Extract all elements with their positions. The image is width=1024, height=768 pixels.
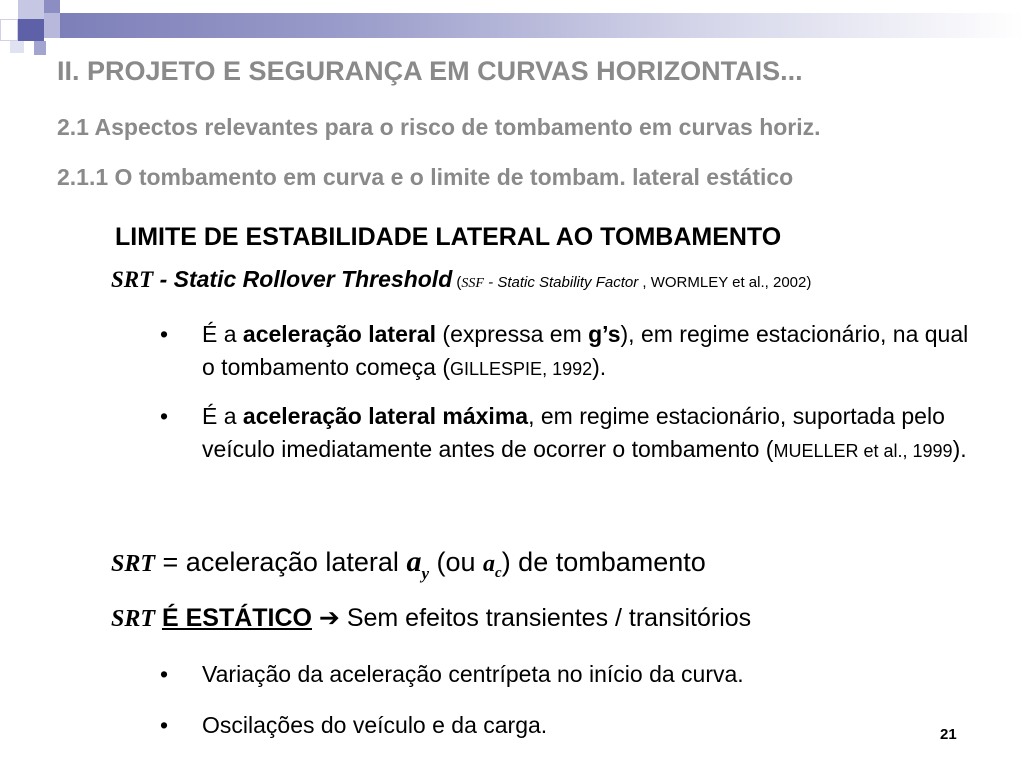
- static-text: Sem efeitos transientes / transitórios: [346, 604, 752, 632]
- bullet-text-end: ).: [952, 436, 967, 462]
- slide-subtitle-1: 2.1 Aspectos relevantes para o risco de tombamento em curvas horiz.: [57, 114, 821, 140]
- bullet-marker: •: [160, 403, 169, 429]
- bullet-text: Variação da aceleração centrípeta no início da curva.: [202, 661, 744, 687]
- formula-text-1: aceleração lateral: [185, 547, 407, 577]
- srt-formula: [111, 545, 706, 583]
- slide-subtitle-2: 2.1.1 O tombamento em curva e o limite de tombam. lateral estático: [57, 164, 794, 190]
- bullet-text-pre: É a: [202, 321, 243, 347]
- static-emphasis: É ESTÁTICO: [161, 604, 312, 632]
- formula-subscript-2: c: [495, 565, 502, 581]
- bullet-marker: •: [160, 712, 169, 738]
- formula-equals: =: [155, 547, 186, 577]
- bullet-text-post: , em regime estacionário, suportada pelo veículo imediatamente antes de ocorrer o tombamento (: [202, 403, 945, 462]
- deco-square: [44, 0, 60, 13]
- srt-open-paren: (: [452, 274, 462, 291]
- formula-subscript: y: [421, 564, 429, 583]
- srt-dash: -: [153, 266, 174, 292]
- deco-square: [0, 19, 18, 41]
- transient-bullet-list: [160, 658, 980, 760]
- section-heading: LIMITE DE ESTABILIDADE LATERAL AO TOMBAMENTO: [115, 223, 782, 251]
- ssf-name: Static Stability Factor: [497, 274, 639, 291]
- srt-abbr: SRT: [111, 267, 154, 292]
- bullet-marker: •: [160, 661, 169, 687]
- bullet-bold-2: g’s: [588, 321, 621, 347]
- static-space: [155, 604, 162, 632]
- deco-square: [44, 13, 60, 38]
- srt-name: Static Rollover Threshold: [173, 266, 453, 292]
- bullet-bold: aceleração lateral máxima: [242, 403, 529, 429]
- ssf-dash: -: [483, 274, 498, 291]
- list-item: [160, 318, 980, 386]
- bullet-text-post: ), em regime estacionário, na qual o tombamento começa (: [202, 321, 969, 380]
- bullet-text-mid: (expressa em: [436, 321, 589, 347]
- formula-abbr: SRT: [111, 551, 156, 577]
- list-item: [160, 658, 980, 691]
- list-item: [160, 709, 980, 742]
- bullet-text-end: ).: [592, 354, 607, 380]
- bullet-citation: GILLESPIE, 1992: [450, 359, 593, 379]
- ssf-abbr: SSF: [461, 276, 484, 291]
- bullet-citation: MUELLER et al., 1999: [773, 441, 953, 461]
- deco-square: [10, 41, 24, 53]
- page-number: 21: [940, 726, 957, 743]
- bullet-marker: •: [160, 321, 169, 347]
- srt-definition: [111, 266, 811, 293]
- bullet-bold: aceleração lateral: [242, 321, 437, 347]
- deco-square: [18, 0, 44, 19]
- static-abbr: SRT: [111, 606, 156, 632]
- definition-bullet-list: [160, 318, 980, 482]
- bullet-text: Oscilações do veículo e da carga.: [202, 712, 548, 738]
- slide-title: II. PROJETO E SEGURANÇA EM CURVAS HORIZONTAIS...: [57, 56, 803, 86]
- formula-text-2: (ou: [428, 547, 484, 577]
- formula-text-3: ) de tombamento: [501, 547, 706, 577]
- bullet-text-pre: É a: [202, 403, 243, 429]
- deco-square: [34, 41, 46, 55]
- srt-static-statement: [111, 603, 751, 633]
- formula-variable-2: a: [483, 551, 496, 577]
- formula-variable: a: [406, 545, 422, 578]
- deco-square: [18, 19, 44, 41]
- title-gradient-bar: [60, 13, 1024, 38]
- arrow-right-icon: ➔: [311, 604, 347, 632]
- srt-citation: , WORMLEY et al., 2002): [638, 274, 812, 291]
- list-item: [160, 400, 980, 468]
